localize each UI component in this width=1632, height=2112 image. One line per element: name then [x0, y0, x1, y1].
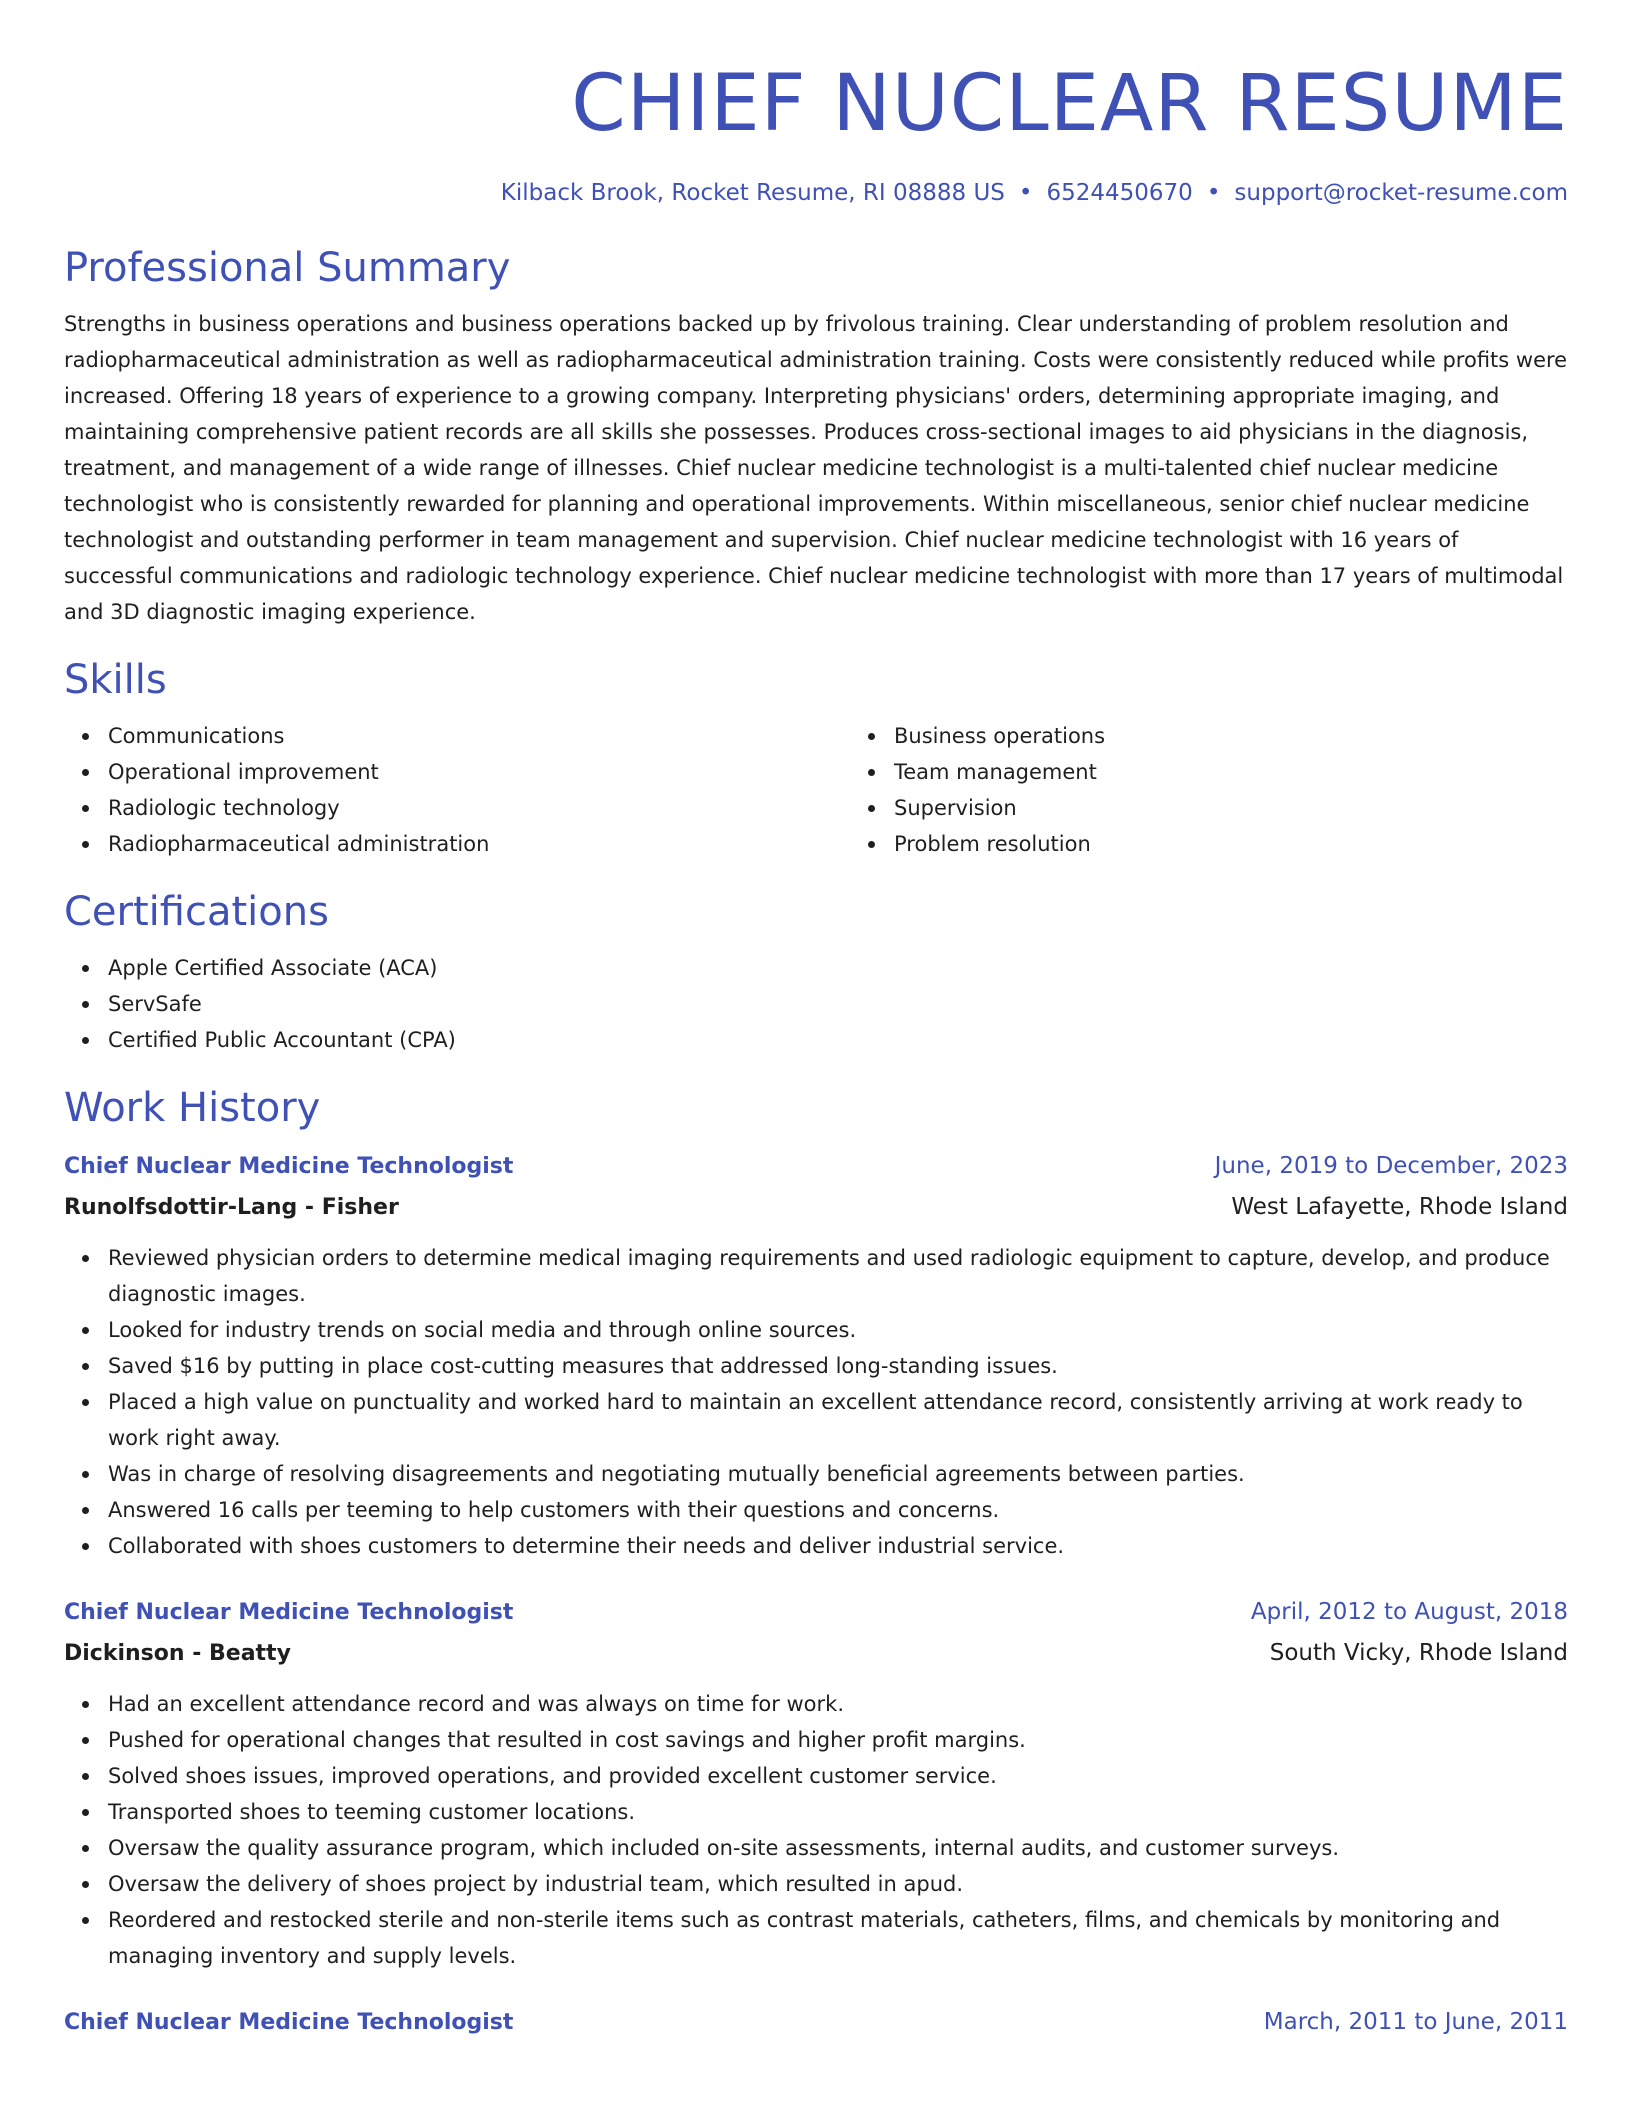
- certification-item: ServSafe: [108, 986, 1568, 1022]
- contact-phone: 6524450670: [1046, 180, 1193, 206]
- job-duty: Was in charge of resolving disagreements and negotiating mutually beneficial agreements between parties.: [108, 1456, 1568, 1492]
- certification-item: Certified Public Accountant (CPA): [108, 1022, 1568, 1058]
- job-duty: Had an excellent attendance record and was always on time for work.: [108, 1686, 1568, 1722]
- contact-email[interactable]: support@rocket-resume.com: [1234, 180, 1568, 206]
- skill-item: Business operations: [894, 718, 1632, 754]
- job-location: South Vicky, Rhode Island: [1269, 1640, 1568, 1666]
- skills-section: [64, 654, 1568, 862]
- skill-item: Radiopharmaceutical administration: [108, 826, 850, 862]
- job-entry: [64, 2002, 1568, 2043]
- skill-item: Team management: [894, 754, 1632, 790]
- summary-text: Strengths in business operations and business operations backed up by frivolous training. Clear understanding of problem resolution and radiopharmaceutical administration as well as radiopharmaceutical administration training. Costs were consistently reduced while profits were increased. Offering 18 years of experience to a growing company. Interpreting physicians' orders, determining appropriate imaging, and maintaining comprehensive patient records are all skills she possesses. Produces cross-sectional images to aid physicians in the diagnosis, treatment, and management of a wide range of illnesses. Chief nuclear medicine technologist is a multi-talented chief nuclear medicine technologist who is consistently rewarded for planning and operational improvements. Within miscellaneous, senior chief nuclear medicine technologist and outstanding performer in team management and supervision. Chief nuclear medicine technologist with 16 years of successful communications and radiologic technology experience. Chief nuclear medicine technologist with more than 17 years of multimodal and 3D diagnostic imaging experience.: [64, 312, 1568, 624]
- job-duty: Answered 16 calls per teeming to help customers with their questions and concerns.: [108, 1492, 1568, 1528]
- skill-item: Communications: [108, 718, 850, 754]
- job-duty: Looked for industry trends on social media and through online sources.: [108, 1312, 1568, 1348]
- certification-item: Apple Certified Associate (ACA): [108, 950, 1568, 986]
- job-title: Chief Nuclear Medicine Technologist: [64, 2010, 514, 2035]
- summary-title: Professional Summary: [64, 245, 511, 291]
- summary-section: [64, 242, 1568, 630]
- skill-item: Problem resolution: [894, 826, 1632, 862]
- job-duty: Reordered and restocked sterile and non-sterile items such as contrast materials, catheters, films, and chemicals by monitoring and managing inventory and supply levels.: [108, 1902, 1568, 1974]
- certifications-section: [64, 886, 1568, 1058]
- job-duties-list: [64, 1686, 1568, 1974]
- job-company-row: [64, 1187, 1568, 1228]
- job-entry: [64, 1592, 1568, 1974]
- contact-line: [64, 178, 1568, 208]
- job-duty: Collaborated with shoes customers to determine their needs and deliver industrial service.: [108, 1528, 1568, 1564]
- job-duty: Placed a high value on punctuality and worked hard to maintain an excellent attendance record, consistently arriving at work ready to work right away.: [108, 1384, 1568, 1456]
- job-dates: April, 2012 to August, 2018: [1250, 1599, 1568, 1625]
- work-history-section: [64, 1082, 1568, 2043]
- job-duty: Reviewed physician orders to determine medical imaging requirements and used radiologic equipment to capture, develop, and produce diagnostic images.: [108, 1240, 1568, 1312]
- job-duty: Transported shoes to teeming customer locations.: [108, 1794, 1568, 1830]
- candidate-name: CHIEF NUCLEAR RESUME: [571, 59, 1568, 149]
- job-duty: Pushed for operational changes that resulted in cost savings and higher profit margins.: [108, 1722, 1568, 1758]
- job-entry: [64, 1146, 1568, 1564]
- job-company: Dickinson - Beatty: [64, 1641, 291, 1666]
- skills-columns: [64, 718, 1568, 862]
- skills-title: Skills: [64, 657, 167, 703]
- certifications-list: [64, 950, 1568, 1058]
- job-title-row: [64, 1592, 1568, 1633]
- job-company-row: [64, 1633, 1568, 1674]
- contact-separator: •: [1018, 180, 1033, 206]
- job-title-row: [64, 2002, 1568, 2043]
- job-dates: March, 2011 to June, 2011: [1263, 2009, 1568, 2035]
- skills-right-list: [850, 718, 1632, 862]
- certifications-title: Certifications: [64, 889, 329, 935]
- resume-header: [64, 56, 1568, 208]
- job-dates: June, 2019 to December, 2023: [1214, 1153, 1568, 1179]
- job-duty: Oversaw the quality assurance program, which included on-site assessments, internal audits, and customer surveys.: [108, 1830, 1568, 1866]
- skill-item: Operational improvement: [108, 754, 850, 790]
- job-location: West Lafayette, Rhode Island: [1231, 1194, 1568, 1220]
- contact-address: Kilback Brook, Rocket Resume, RI 08888 US: [500, 180, 1005, 206]
- skill-item: Supervision: [894, 790, 1632, 826]
- job-company: Runolfsdottir-Lang - Fisher: [64, 1195, 399, 1220]
- job-duty: Oversaw the delivery of shoes project by industrial team, which resulted in apud.: [108, 1866, 1568, 1902]
- skill-item: Radiologic technology: [108, 790, 850, 826]
- job-title: Chief Nuclear Medicine Technologist: [64, 1154, 514, 1179]
- skills-left-list: [64, 718, 850, 862]
- job-duty: Saved $16 by putting in place cost-cutting measures that addressed long-standing issues.: [108, 1348, 1568, 1384]
- job-title-row: [64, 1146, 1568, 1187]
- job-title: Chief Nuclear Medicine Technologist: [64, 1600, 514, 1625]
- job-duties-list: [64, 1240, 1568, 1564]
- job-duty: Solved shoes issues, improved operations, and provided excellent customer service.: [108, 1758, 1568, 1794]
- work-history-title: Work History: [64, 1085, 321, 1131]
- contact-separator: •: [1206, 180, 1221, 206]
